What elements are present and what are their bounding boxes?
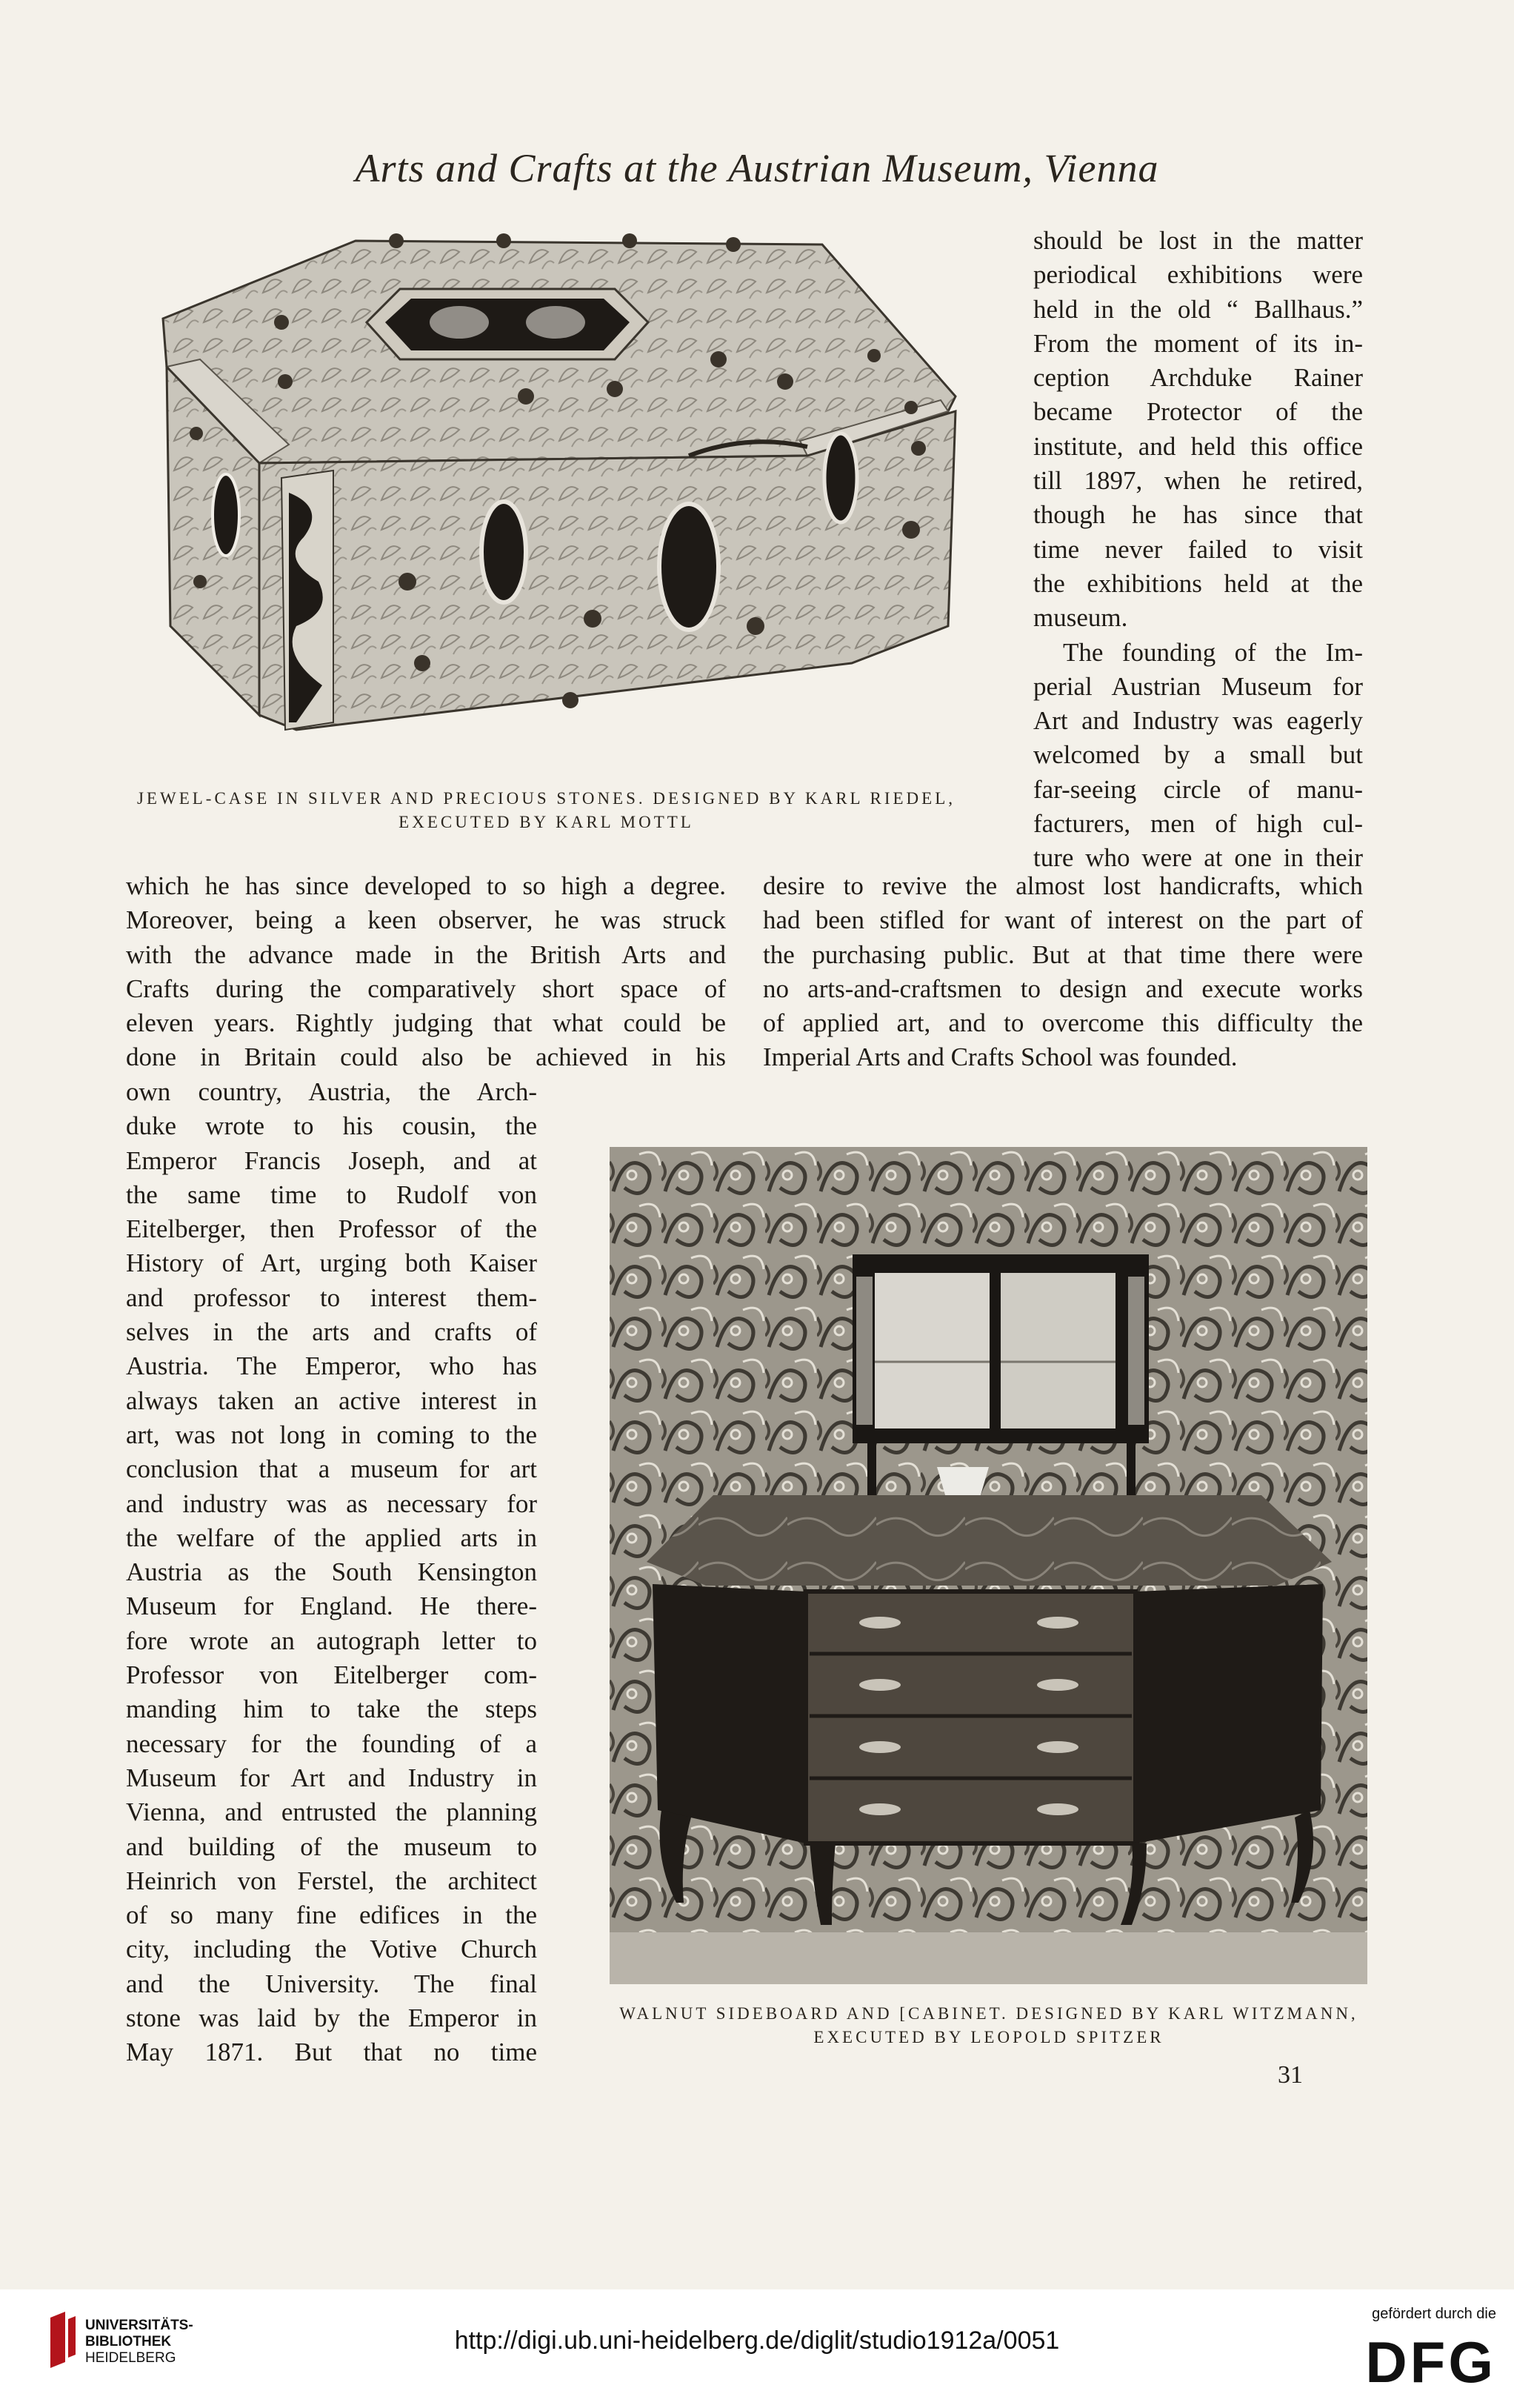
- jewel-case-illustration: [111, 211, 978, 759]
- library-line3: HEIDELBERG: [85, 2350, 176, 2366]
- text-line: done in Britain could also be achieved in his: [126, 1042, 726, 1072]
- text-line: the same time to Rudolf von: [126, 1180, 537, 1209]
- left-column-wide: [126, 869, 726, 1075]
- source-url-link[interactable]: http://digi.ub.uni-heidelberg.de/diglit/studio1912a/0051: [454, 2326, 1060, 2355]
- text-line: Museum for England. He there-: [126, 1592, 537, 1621]
- text-line: necessary for the founding of a: [126, 1729, 537, 1758]
- text-line: May 1871. But that no time: [126, 2038, 537, 2067]
- text-line: facturers, men of high cul-: [1033, 809, 1363, 839]
- text-line: and building of the museum to: [126, 1832, 537, 1861]
- text-line: which he has since developed to so high a degree.: [126, 871, 726, 900]
- text-line: duke wrote to his cousin, the: [126, 1111, 537, 1141]
- text-line: museum.: [1033, 603, 1128, 633]
- text-line: should be lost in the matter: [1033, 226, 1363, 255]
- text-line: desire to revive the almost lost handicrafts, which: [763, 871, 1363, 900]
- text-line: Heinrich von Ferstel, the architect: [126, 1866, 537, 1895]
- jewel-case-drawing: [111, 211, 978, 759]
- text-line: of so many fine edifices in the: [126, 1900, 537, 1930]
- text-line: institute, and held this office: [1033, 431, 1363, 461]
- text-line: and industry was as necessary for: [126, 1489, 537, 1518]
- text-line: selves in the arts and crafts of: [126, 1317, 537, 1347]
- text-line: far-seeing circle of manu-: [1033, 774, 1363, 804]
- text-line: of applied art, and to overcome this difficulty the: [763, 1008, 1363, 1038]
- text-line: eleven years. Rightly judging that what could be: [126, 1008, 726, 1038]
- left-column-narrow: [126, 1075, 537, 2070]
- page-number: 31: [1278, 2061, 1303, 2089]
- text-line: though he has since that: [1033, 500, 1363, 530]
- dfg-logo: DFG: [1365, 2329, 1496, 2395]
- text-line: manding him to take the steps: [126, 1694, 537, 1724]
- library-line2: BIBLIOTHEK: [85, 2334, 172, 2349]
- text-line: and the University. The final: [126, 1969, 537, 1998]
- text-line: Emperor Francis Joseph, and at: [126, 1145, 537, 1175]
- text-line: conclusion that a museum for art: [126, 1454, 537, 1484]
- text-line: Imperial Arts and Crafts School was founded.: [763, 1042, 1238, 1072]
- library-line1: UNIVERSITÄTS-: [85, 2318, 193, 2333]
- text-line: perial Austrian Museum for: [1033, 671, 1363, 701]
- sideboard-drawing: [610, 1147, 1367, 1984]
- jewel-case-caption-line2: EXECUTED BY KARL MOTTL: [398, 813, 694, 831]
- text-line: city, including the Votive Church: [126, 1935, 537, 1964]
- jewel-case-caption-line1: JEWEL-CASE IN SILVER AND PRECIOUS STONES. DESIGNED BY KARL RIEDEL,: [136, 789, 956, 808]
- right-column-wide: [763, 869, 1363, 1075]
- text-line: History of Art, urging both Kaiser: [126, 1248, 537, 1278]
- text-line: till 1897, when he retired,: [1033, 466, 1363, 496]
- text-line: no arts-and-craftsmen to design and execute works: [763, 974, 1363, 1003]
- funding-note: gefördert durch die: [1372, 2306, 1496, 2322]
- text-line: Crafts during the comparatively short space of: [126, 974, 726, 1003]
- text-line: the purchasing public. But at that time there were: [763, 939, 1363, 969]
- text-line: periodical exhibitions were: [1033, 260, 1363, 290]
- running-head: Arts and Crafts at the Austrian Museum, Vienna: [355, 146, 1159, 190]
- text-line: Art and Industry was eagerly: [1033, 706, 1363, 736]
- text-line: ture who were at one in their: [1033, 843, 1363, 873]
- text-line: ception Archduke Rainer: [1033, 363, 1363, 393]
- text-line: time never failed to visit: [1033, 534, 1363, 564]
- text-line: with the advance made in the British Arts and: [126, 939, 726, 969]
- sideboard-caption-line2: EXECUTED BY LEOPOLD SPITZER: [813, 2028, 1164, 2046]
- text-line: the exhibitions held at the: [1033, 568, 1363, 598]
- text-line: always taken an active interest in: [126, 1386, 537, 1415]
- text-line: own country, Austria, the Arch-: [126, 1077, 537, 1106]
- text-line: became Protector of the: [1033, 397, 1363, 427]
- text-line: stone was laid by the Emperor in: [126, 2003, 537, 2033]
- text-line: welcomed by a small but: [1033, 740, 1363, 770]
- sideboard-caption: [604, 2002, 1374, 2049]
- sideboard-photograph: [610, 1147, 1367, 1984]
- text-line: From the moment of its in-: [1033, 328, 1363, 358]
- text-line: Vienna, and entrusted the planning: [126, 1797, 537, 1827]
- jewel-case-caption: [107, 787, 985, 834]
- text-line: the welfare of the applied arts in: [126, 1523, 537, 1552]
- text-line: Museum for Art and Industry in: [126, 1763, 537, 1792]
- text-line: and professor to interest them-: [126, 1283, 537, 1312]
- sideboard-caption-line1: WALNUT SIDEBOARD AND [CABINET. DESIGNED BY KARL WITZMANN,: [619, 2004, 1358, 2023]
- text-line: Eitelberger, then Professor of the: [126, 1214, 537, 1244]
- text-line: Professor von Eitelberger com-: [126, 1660, 537, 1690]
- text-line: Moreover, being a keen observer, he was struck: [126, 905, 726, 935]
- text-line: art, was not long in coming to the: [126, 1420, 537, 1449]
- text-line: Austria. The Emperor, who has: [126, 1351, 537, 1381]
- text-line: held in the old “ Ballhaus.”: [1033, 294, 1363, 324]
- text-line: The founding of the Im-: [1063, 637, 1363, 667]
- text-line: Austria as the South Kensington: [126, 1557, 537, 1587]
- text-line: had been stifled for want of interest on the part of: [763, 905, 1363, 935]
- text-line: fore wrote an autograph letter to: [126, 1626, 537, 1655]
- right-column-top: [1033, 224, 1363, 876]
